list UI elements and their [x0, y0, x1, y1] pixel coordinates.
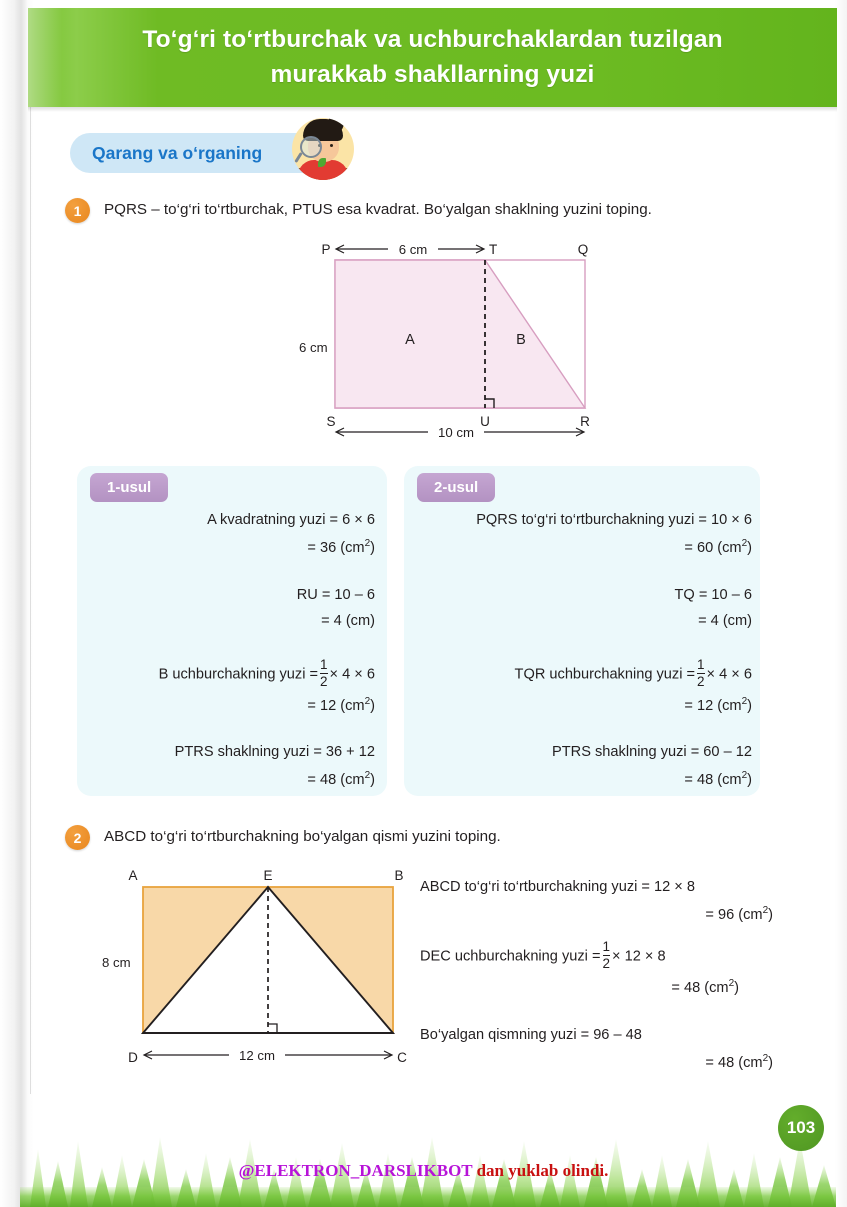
s2-line-6: = 48 $(cm^2)$ [705, 1053, 773, 1071]
vertex-label-r: R [580, 414, 590, 429]
m1-line-3: RU = 10 – 6 [296, 587, 375, 603]
vertex-label-d: D [128, 1050, 138, 1065]
vertex-label-a: A [128, 868, 138, 883]
watermark-tail: dan yuklab olindi. [472, 1161, 609, 1180]
m1-line-6: = 12 $(cm^2)$ [307, 696, 375, 714]
m1-line-2: = 36 $(cm^2)$ [307, 538, 375, 556]
badge-label: Qarang va o‘rganing [92, 142, 263, 163]
page-spine-shadow [0, 0, 34, 1207]
s2-line-3: DEC uchburchakning yuzi = $\frac{1}{2}$ × 12 × 8 [420, 939, 666, 972]
m2-line-7: PTRS shaklning yuzi = 60 – 12 [552, 744, 752, 760]
boy-with-magnifier-icon [292, 118, 354, 180]
m1-line-5: B uchburchakning yuzi = $\frac{1}{2}$ × 4 × 6 [158, 657, 375, 690]
region-label-a: A [405, 332, 415, 348]
dim-label-bottom: 10 cm [438, 425, 474, 440]
vertex-label-s: S [326, 414, 336, 429]
m2-line-2: = 60 $(cm^2)$ [684, 538, 752, 556]
s2-line-4: = 48 $(cm^2)$ [671, 978, 739, 996]
m2-line-5: TQR uchburchakning yuzi = $\frac{1}{2}$ × 4 × 6 [514, 657, 752, 690]
dim-label-top: 6 cm [398, 242, 428, 257]
vertex-label-e: E [263, 868, 273, 883]
m1-line-8: = 48 $(cm^2)$ [307, 770, 375, 788]
m2-line-4: = 4 (cm) [698, 613, 752, 629]
page-title-line2: murakkab shakllarning yuzi [270, 61, 595, 88]
badge-pill [70, 133, 322, 173]
page-title-line1: To‘g‘ri to‘rtburchak va uchburchaklardan tuzilgan [142, 26, 723, 53]
method-1-tag: 1-usul [90, 473, 168, 502]
figure1-dim-left: 6 cm [299, 340, 328, 355]
exercise-number-2: 2 [65, 825, 90, 850]
region-label-b: B [516, 332, 526, 348]
vertex-label-b: B [394, 868, 404, 883]
s2-line-1: ABCD to‘g‘ri to‘rtburchakning yuzi = 12 × 8 [420, 879, 695, 895]
s2-line-2: = 96 $(cm^2)$ [705, 905, 773, 923]
exercise-number-1: 1 [65, 198, 90, 223]
m1-line-7: PTRS shaklning yuzi = 36 + 12 [174, 744, 375, 760]
figure-abcd-diagram [85, 865, 415, 1070]
s2-line-5: Bo‘yalgan qismning yuzi = 96 – 48 [420, 1027, 642, 1043]
exercise-text-2: ABCD to‘g‘ri to‘rtburchakning bo‘yalgan qismi yuzini toping. [104, 828, 501, 845]
vertex-label-p: P [321, 242, 331, 257]
vertex-label-q: Q [577, 242, 589, 257]
page-title [40, 22, 825, 92]
page-number-badge: 103 [778, 1105, 824, 1151]
page-right-edge [835, 0, 847, 1207]
exercise-text-1: PQRS – to‘g‘ri to‘rtburchak, PTUS esa kvadrat. Bo‘yalgan shaklning yuzini toping. [104, 201, 652, 218]
figure-pqrs-diagram [300, 240, 620, 450]
m2-line-8: = 48 $(cm^2)$ [684, 770, 752, 788]
m1-line-1: A kvadratning yuzi = 6 × 6 [207, 512, 375, 528]
m2-line-1: PQRS to‘g‘ri to‘rtburchakning yuzi = 10 × 6 [476, 512, 752, 528]
figure2-dim-bottom: 12 cm [239, 1048, 275, 1063]
header-ribbon-shadow [28, 107, 837, 112]
page-spine-line [30, 104, 31, 1094]
figure2-dim-left: 8 cm [102, 955, 131, 970]
vertex-label-t: T [489, 242, 498, 257]
vertex-label-c: C [397, 1050, 407, 1065]
method-2-tag: 2-usul [417, 473, 495, 502]
m2-line-3: TQ = 10 – 6 [674, 587, 752, 603]
watermark-handle: @ELEKTRON_DARSLIKBOT [238, 1161, 473, 1180]
vertex-label-u: U [480, 414, 490, 429]
m1-line-4: = 4 (cm) [321, 613, 375, 629]
m2-line-6: = 12 $(cm^2)$ [684, 696, 752, 714]
watermark-text [0, 1161, 847, 1181]
